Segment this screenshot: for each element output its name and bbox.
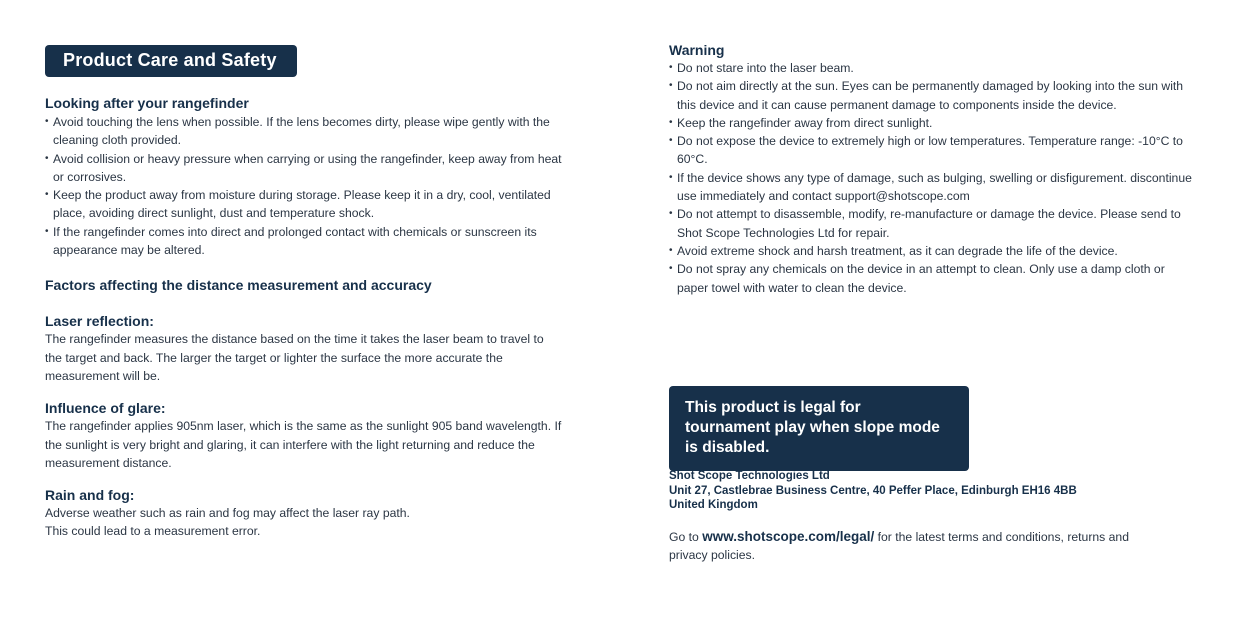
warning-item: • Keep the rangefinder away from direct sunlight. (669, 114, 1199, 132)
warning-item: • Do not stare into the laser beam. (669, 59, 1199, 77)
warning-heading: Warning (669, 42, 725, 58)
warning-item: • Do not expose the device to extremely high or low temperatures. Temperature range: -10°C to 60°C. (669, 132, 1199, 169)
care-heading: Looking after your rangefinder (45, 95, 249, 111)
legal-note-suffix: for the latest terms and conditions, returns and privacy policies. (669, 530, 1129, 563)
glare-text: The rangefinder applies 905nm laser, which is the same as the sunlight 905 band wavelength. If the sunlight is very bright and glaring, it can interfere with the light returning and reduce the measurement distance. (45, 419, 562, 470)
legal-note (669, 528, 1169, 565)
warning-item: • If the device shows any type of damage, such as bulging, swelling or disfigurement. discontinue use immediately and contact support@shotscope.com (669, 169, 1199, 206)
legal-note-prefix: Go to (669, 530, 703, 544)
warning-item: • Do not attempt to disassemble, modify, re-manufacture or damage the device. Please send to Shot Scope Technologies Ltd for repair. (669, 205, 1199, 242)
legal-notice (669, 386, 969, 471)
rain-line: Adverse weather such as rain and fog may affect the laser ray path. (45, 506, 410, 521)
rain-text (45, 504, 605, 541)
care-item: • If the rangefinder comes into direct and prolonged contact with chemicals or sunscreen its appearance may be altered. (45, 223, 573, 260)
laser-text: The rangefinder measures the distance based on the time it takes the laser beam to travel to the target and back. The larger the target or lighter the surface the more accurate the measurement will be. (45, 332, 544, 383)
company-block (669, 469, 1189, 513)
laser-heading: Laser reflection: (45, 313, 154, 330)
company-country: United Kingdom (669, 499, 758, 511)
glare-section (45, 400, 605, 472)
legal-link[interactable]: www.shotscope.com/legal/ (702, 529, 875, 544)
page-title: Product Care and Safety (45, 45, 297, 77)
care-section (45, 95, 605, 259)
left-column (45, 45, 605, 541)
warning-list (669, 59, 1199, 297)
care-item: • Avoid touching the lens when possible. If the lens becomes dirty, please wipe gently with the cleaning cloth provided. (45, 113, 573, 150)
legal-box: This product is legal for tournament play when slope mode is disabled. (669, 386, 969, 471)
care-item: • Keep the product away from moisture during storage. Please keep it in a dry, cool, ventilated place, avoiding direct sunlight, dust and temperature shock. (45, 186, 573, 223)
company-address: Unit 27, Castlebrae Business Centre, 40 Peffer Place, Edinburgh EH16 4BB (669, 484, 1077, 497)
company-name: Shot Scope Technologies Ltd (669, 470, 830, 482)
rain-line: This could lead to a measurement error. (45, 524, 261, 539)
factors-heading: Factors affecting the distance measurement and accuracy (45, 277, 432, 294)
care-item: • Avoid collision or heavy pressure when carrying or using the rangefinder, keep away from heat or corrosives. (45, 150, 573, 187)
warning-item: • Do not spray any chemicals on the device in an attempt to clean. Only use a damp cloth or paper towel with water to clean the device. (669, 260, 1199, 297)
care-list (45, 113, 573, 259)
warning-item: • Do not aim directly at the sun. Eyes can be permanently damaged by looking into the sun with this device and it can cause permanent damage to components inside the device. (669, 77, 1199, 114)
warning-item: • Avoid extreme shock and harsh treatment, as it can degrade the life of the device. (669, 242, 1199, 260)
right-column (669, 42, 1209, 563)
laser-section (45, 313, 605, 385)
rain-heading: Rain and fog: (45, 487, 135, 504)
rain-section (45, 487, 605, 541)
glare-heading: Influence of glare: (45, 400, 166, 417)
